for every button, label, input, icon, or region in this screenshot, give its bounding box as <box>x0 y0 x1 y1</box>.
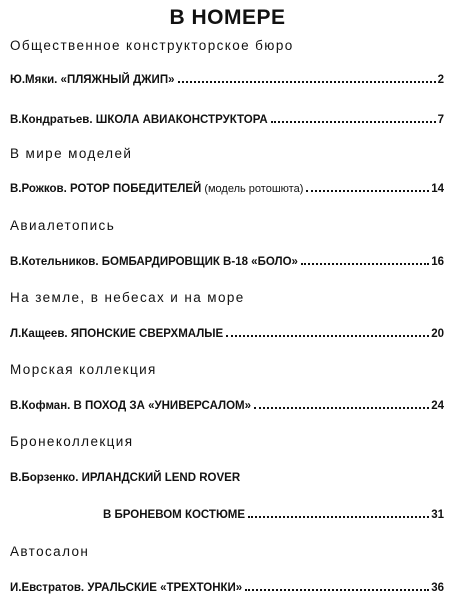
toc-entry-bolo[interactable] <box>10 254 444 268</box>
toc-entry-title: В.Рожков. РОТОР ПОБЕДИТЕЛЕЙ <box>10 183 202 195</box>
toc-entry-beach-jeep[interactable] <box>10 72 444 86</box>
toc-page-number: 7 <box>437 114 444 126</box>
leader-dots <box>306 181 429 192</box>
toc-page-number: 2 <box>437 74 444 86</box>
leader-dots <box>271 112 436 123</box>
toc-entry-japanese-midget[interactable] <box>10 326 444 340</box>
leader-dots <box>226 326 429 337</box>
toc-entry-title: В.Кофман. В ПОХОД ЗА «УНИВЕРСАЛОМ» <box>10 400 252 412</box>
toc-page-number: 31 <box>431 509 444 521</box>
toc-entry-title: И.Евстратов. УРАЛЬСКИЕ «ТРЕХТОНКИ» <box>10 582 243 594</box>
leader-dots <box>178 72 436 83</box>
toc-entry-land-rover-line2[interactable] <box>103 507 444 521</box>
toc-page-number: 16 <box>431 256 444 268</box>
toc-page-number: 24 <box>431 400 444 412</box>
toc-entry-title: Ю.Мяки. «ПЛЯЖНЫЙ ДЖИП» <box>10 74 175 86</box>
toc-entry-ural-trucks[interactable] <box>10 580 444 594</box>
toc-page-number: 20 <box>431 328 444 340</box>
toc-entry-universal[interactable] <box>10 398 444 412</box>
section-heading-design-bureau: Общественное конструкторское бюро <box>10 38 294 53</box>
leader-dots <box>245 580 429 591</box>
section-heading-land-sky-sea: На земле, в небесах и на море <box>10 290 245 305</box>
leader-dots <box>254 398 429 409</box>
section-heading-naval-collection: Морская коллекция <box>10 362 157 377</box>
toc-entry-rotor[interactable] <box>10 181 444 195</box>
section-heading-models: В мире моделей <box>10 146 133 161</box>
toc-entry-land-rover-line1[interactable]: В.Борзенко. ИРЛАНДСКИЙ LEND ROVER <box>10 472 241 484</box>
section-heading-aviation-chronicle: Авиалетопись <box>10 218 116 233</box>
section-heading-armor-collection: Бронеколлекция <box>10 434 134 449</box>
toc-entry-title: В БРОНЕВОМ КОСТЮМЕ <box>103 509 246 521</box>
leader-dots <box>248 507 429 518</box>
section-heading-auto-salon: Автосалон <box>10 544 90 559</box>
toc-entry-note: (модель ротошюта) <box>204 183 304 195</box>
toc-entry-aircraft-school[interactable] <box>10 112 444 126</box>
leader-dots <box>301 254 429 265</box>
toc-entry-title: В.Котельников. БОМБАРДИРОВЩИК В-18 «БОЛО» <box>10 256 298 268</box>
toc-page-number: 14 <box>431 183 444 195</box>
toc-entry-title: В.Кондратьев. ШКОЛА АВИАКОНСТРУКТОРА <box>10 114 268 126</box>
toc-entry-title: Л.Кащеев. ЯПОНСКИЕ СВЕРХМАЛЫЕ <box>10 328 224 340</box>
page-title: В НОМЕРЕ <box>169 6 286 29</box>
toc-page-number: 36 <box>431 582 444 594</box>
